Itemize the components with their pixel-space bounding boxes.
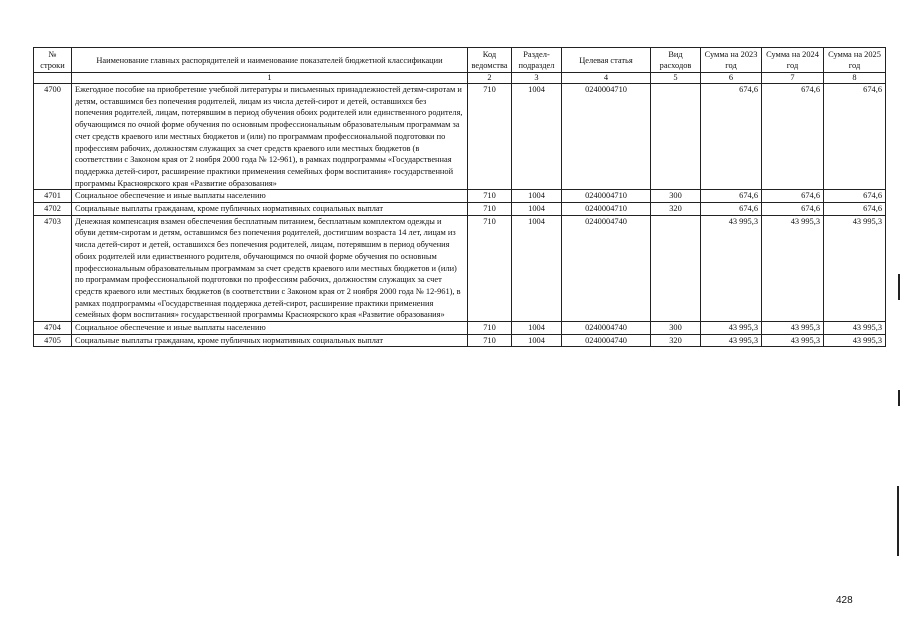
row-name: Ежегодное пособие на приобретение учебной литературы и письменных принадлежностей детям-сиротам и детям, оставшимся без попечения родителей, лицам из числа детей-сирот и детей, оставшихся без попечения родителей, лицам, потерявшим в период обучения обоих родителей или единственного родителя, обучающимся по очной форме обучения по основным профессиональным образовательным программам за счет средств краевого или местных бюджетов и (или) по программам профессиональной подготовки по профессиям рабочих, должностям служащих за счет средств краевого или местных бюджетов (в соответствии с Законом края от 2 ноября 2000 года № 12-961), в рамках подпрограммы «Государственная поддержка детей-сирот, расширение практики применения семейных форм воспитания» государственной программы Красноярского края «Развитие образования» [72, 84, 468, 190]
header-section: Раздел-подраздел [512, 48, 562, 73]
row-sum-2024: 674,6 [762, 84, 824, 190]
row-exp-type: 320 [651, 203, 701, 216]
column-number: 7 [762, 73, 824, 84]
row-target: 0240004740 [562, 334, 651, 347]
row-sum-2024: 43 995,3 [762, 334, 824, 347]
table-row [34, 334, 886, 347]
table-row [34, 190, 886, 203]
header-row [34, 48, 886, 73]
row-target: 0240004740 [562, 322, 651, 335]
row-target: 0240004710 [562, 84, 651, 190]
row-exp-type: 320 [651, 334, 701, 347]
row-sum-2023: 43 995,3 [701, 215, 762, 321]
scan-edge-mark [898, 390, 900, 406]
row-sum-2024: 674,6 [762, 203, 824, 216]
row-dept-code: 710 [468, 322, 512, 335]
table-row [34, 203, 886, 216]
row-target: 0240004740 [562, 215, 651, 321]
row-section: 1004 [512, 190, 562, 203]
row-sum-2025: 674,6 [824, 190, 886, 203]
row-exp-type [651, 215, 701, 321]
column-number: 5 [651, 73, 701, 84]
row-number: 4705 [34, 334, 72, 347]
row-sum-2024: 43 995,3 [762, 215, 824, 321]
row-exp-type: 300 [651, 322, 701, 335]
row-sum-2023: 674,6 [701, 203, 762, 216]
budget-table [33, 47, 886, 347]
row-section: 1004 [512, 322, 562, 335]
row-exp-type: 300 [651, 190, 701, 203]
row-sum-2025: 674,6 [824, 203, 886, 216]
header-row-no: № строки [34, 48, 72, 73]
header-sum-2023: Сумма на 2023 год [701, 48, 762, 73]
row-sum-2023: 674,6 [701, 84, 762, 190]
column-number: 2 [468, 73, 512, 84]
header-name: Наименование главных распорядителей и наименование показателей бюджетной классификации [72, 48, 468, 73]
column-number: 3 [512, 73, 562, 84]
row-dept-code: 710 [468, 215, 512, 321]
table-row [34, 322, 886, 335]
row-name: Социальные выплаты гражданам, кроме публичных нормативных социальных выплат [72, 334, 468, 347]
row-target: 0240004710 [562, 190, 651, 203]
header-exp-type: Вид расходов [651, 48, 701, 73]
row-name: Социальное обеспечение и иные выплаты населению [72, 190, 468, 203]
row-sum-2025: 674,6 [824, 84, 886, 190]
row-sum-2025: 43 995,3 [824, 215, 886, 321]
row-name: Денежная компенсация взамен обеспечения бесплатным питанием, бесплатным комплектом одежды и обуви детям-сиротам и детям, оставшимся без попечения родителей, достигшим возраста 14 лет, лицам из числа детей-сирот и детей, оставшихся без попечения родителей, лицам, потерявшим в период обучения обоих родителей или единственного родителя, обучающимся по очной форме обучения по основным профессиональным образовательным программам за счет средств краевого или местных бюджетов и (или) по программам профессиональной подготовки по профессиям рабочих, должностям служащих за счет средств краевого или местных бюджетов (в соответствии с Законом края от 2 ноября 2000 года № 12-961), в рамках подпрограммы «Государственная поддержка детей-сирот, расширение практики применения семейных форм воспитания» государственной программы Красноярского края «Развитие образования» [72, 215, 468, 321]
row-exp-type [651, 84, 701, 190]
page-number: 428 [836, 595, 853, 606]
row-target: 0240004710 [562, 203, 651, 216]
row-sum-2024: 43 995,3 [762, 322, 824, 335]
header-sum-2024: Сумма на 2024 год [762, 48, 824, 73]
row-section: 1004 [512, 84, 562, 190]
row-number: 4702 [34, 203, 72, 216]
row-dept-code: 710 [468, 334, 512, 347]
row-sum-2023: 674,6 [701, 190, 762, 203]
row-dept-code: 710 [468, 203, 512, 216]
row-section: 1004 [512, 334, 562, 347]
scan-edge-mark [897, 486, 899, 556]
row-section: 1004 [512, 203, 562, 216]
column-number: 1 [72, 73, 468, 84]
column-number-row [34, 73, 886, 84]
row-number: 4701 [34, 190, 72, 203]
row-number: 4703 [34, 215, 72, 321]
scan-edge-mark [898, 274, 900, 300]
row-sum-2023: 43 995,3 [701, 322, 762, 335]
column-number: 6 [701, 73, 762, 84]
table-row [34, 215, 886, 321]
column-number [34, 73, 72, 84]
row-number: 4700 [34, 84, 72, 190]
column-number: 4 [562, 73, 651, 84]
table-row [34, 84, 886, 190]
header-dept-code: Код ведомства [468, 48, 512, 73]
row-name: Социальное обеспечение и иные выплаты населению [72, 322, 468, 335]
row-dept-code: 710 [468, 84, 512, 190]
header-sum-2025: Сумма на 2025 год [824, 48, 886, 73]
row-dept-code: 710 [468, 190, 512, 203]
column-number: 8 [824, 73, 886, 84]
row-section: 1004 [512, 215, 562, 321]
row-sum-2025: 43 995,3 [824, 322, 886, 335]
row-name: Социальные выплаты гражданам, кроме публичных нормативных социальных выплат [72, 203, 468, 216]
row-number: 4704 [34, 322, 72, 335]
row-sum-2024: 674,6 [762, 190, 824, 203]
row-sum-2025: 43 995,3 [824, 334, 886, 347]
header-target: Целевая статья [562, 48, 651, 73]
row-sum-2023: 43 995,3 [701, 334, 762, 347]
